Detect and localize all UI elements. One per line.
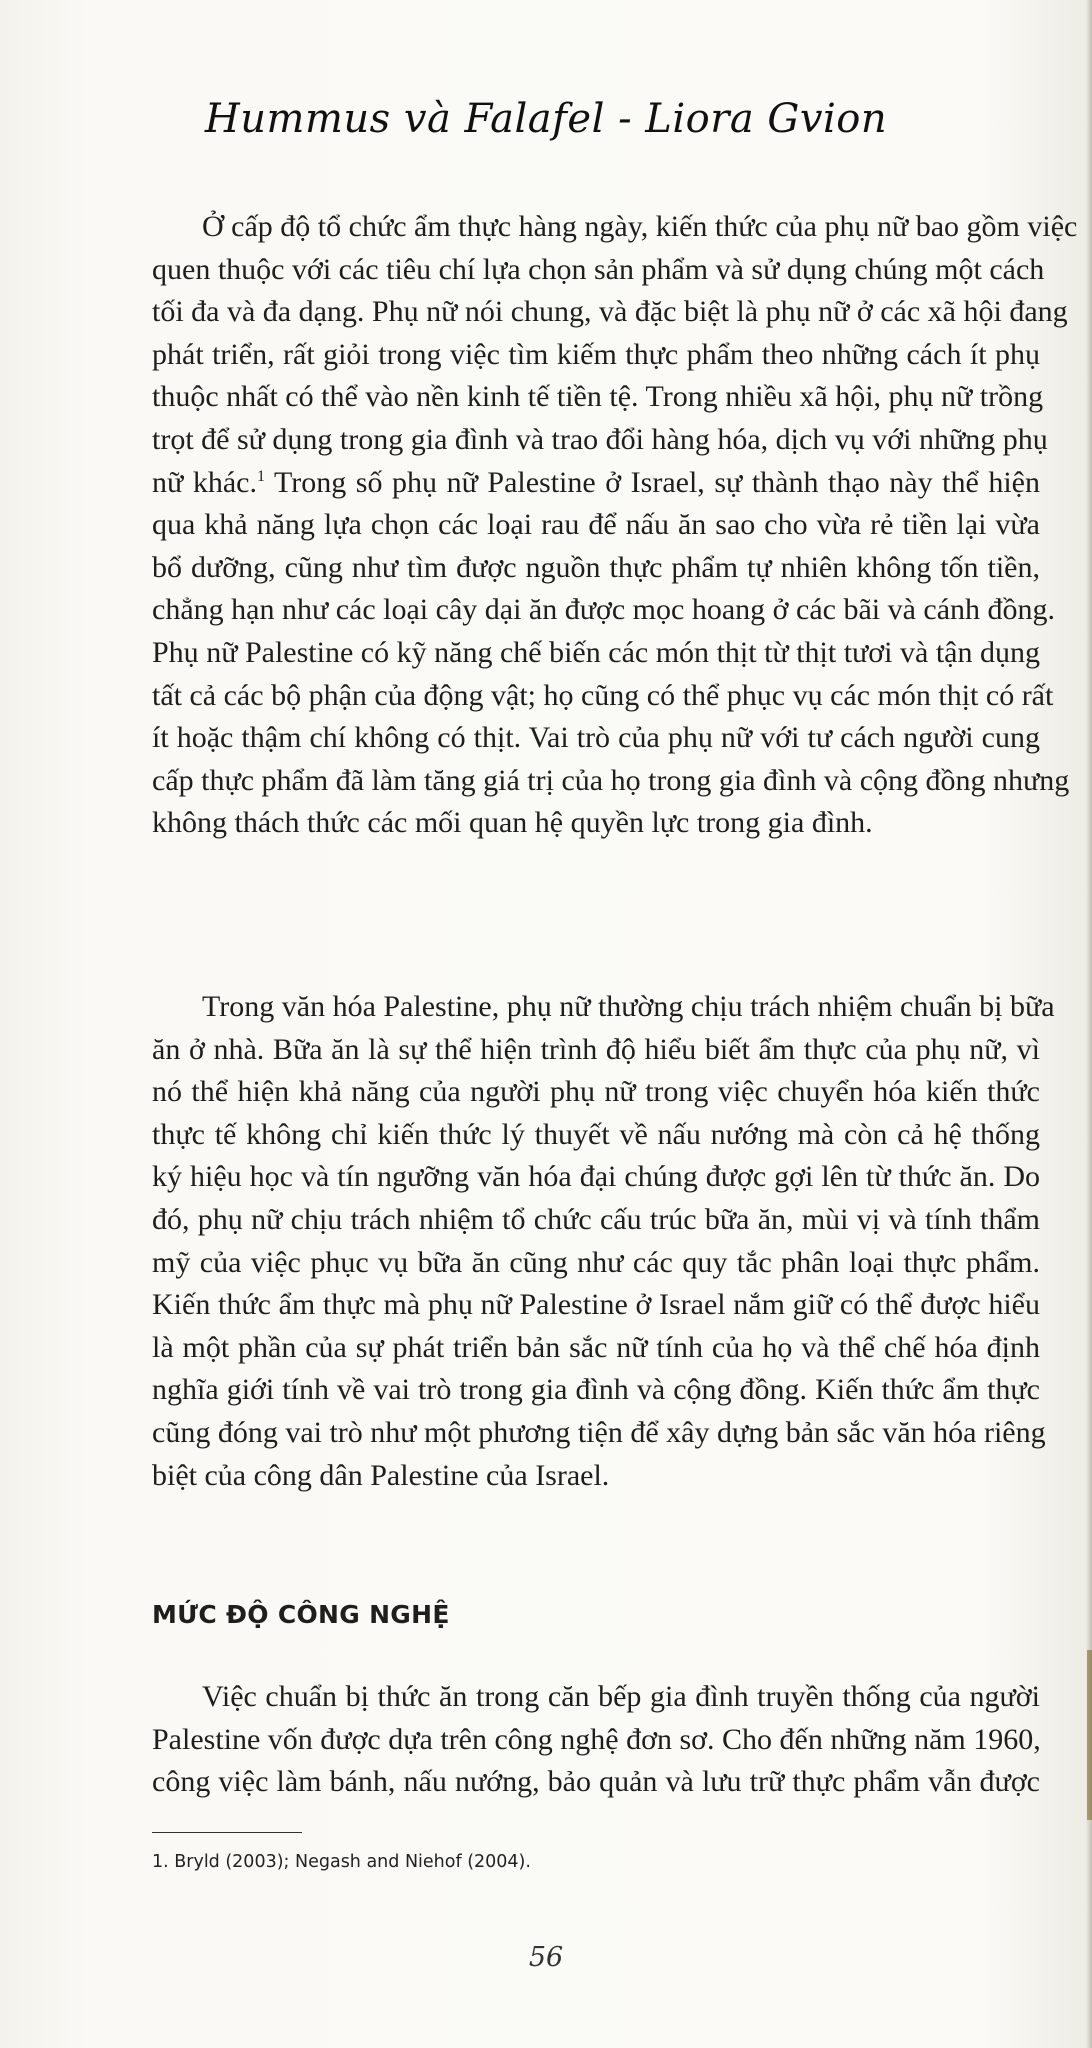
text-line: ăn ở nhà. Bữa ăn là sự thể hiện trình độ hiểu biết ẩm thực của phụ nữ, vì (152, 1032, 1040, 1066)
footnote-marker: 1 (256, 467, 265, 485)
text-line: phát triển, rất giỏi trong việc tìm kiếm thực phẩm theo những cách ít phụ (152, 337, 1040, 371)
text-line: trọt để sử dụng trong gia đình và trao đổi hàng hóa, dịch vụ với những phụ (152, 422, 1048, 456)
text-segment: nữ khác. (152, 465, 257, 499)
text-line: bổ dưỡng, cũng như tìm được nguồn thực phẩm tự nhiên không tốn tiền, (152, 550, 1040, 584)
text-line: Phụ nữ Palestine có kỹ năng chế biến các món thịt từ thịt tươi và tận dụng (152, 635, 1040, 669)
text-line: Palestine vốn được dựa trên công nghệ đơn sơ. Cho đến những năm 1960, (152, 1722, 1041, 1756)
section-heading: MỨC ĐỘ CÔNG NGHỆ (152, 1600, 450, 1629)
text-line: nó thể hiện khả năng của người phụ nữ trong việc chuyển hóa kiến thức (152, 1075, 1040, 1109)
page-number: 56 (528, 1942, 564, 1973)
text-segment: Trong số phụ nữ Palestine ở Israel, sự thành thạo này thể hiện (264, 465, 1040, 499)
text-line: biệt của công dân Palestine của Israel. (152, 1458, 610, 1492)
text-line: thuộc nhất có thể vào nền kinh tế tiền tệ. Trong nhiều xã hội, phụ nữ trồng (152, 380, 1044, 414)
text-line: thực tế không chỉ kiến thức lý thuyết về nấu nướng mà còn cả hệ thống (152, 1117, 1040, 1151)
text-line: Trong văn hóa Palestine, phụ nữ thường chịu trách nhiệm chuẩn bị bữa (202, 990, 1055, 1023)
footnote-divider (152, 1832, 302, 1833)
text-line: mỹ của việc phục vụ bữa ăn cũng như các quy tắc phân loại thực phẩm. (152, 1245, 1040, 1279)
text-line: Kiến thức ẩm thực mà phụ nữ Palestine ở Israel nắm giữ có thể được hiểu (152, 1288, 1040, 1322)
paragraph-1 (152, 206, 1078, 845)
paragraph-3 (152, 1676, 1040, 1804)
text-line: nghĩa giới tính về vai trò trong gia đình và cộng đồng. Kiến thức ẩm thực (152, 1373, 1040, 1407)
text-line: quen thuộc với các tiêu chí lựa chọn sản phẩm và sử dụng chúng một cách (152, 252, 1045, 286)
text-line: đó, phụ nữ chịu trách nhiệm tổ chức cấu trúc bữa ăn, mùi vị và tính thẩm (152, 1202, 1040, 1236)
text-line-with-footnote (152, 462, 1040, 505)
text-line: cấp thực phẩm đã làm tăng giá trị của họ trong gia đình và cộng đồng nhưng (152, 763, 1070, 797)
footnote: 1. Bryld (2003); Negash and Niehof (2004). (152, 1852, 531, 1872)
paragraph-2 (152, 986, 1055, 1497)
text-line: cũng đóng vai trò như một phương tiện để xây dựng bản sắc văn hóa riêng (152, 1415, 1046, 1449)
running-header: Hummus và Falafel - Liora Gvion (204, 96, 888, 142)
text-line: tối đa và đa dạng. Phụ nữ nói chung, và đặc biệt là phụ nữ ở các xã hội đang (152, 295, 1068, 329)
text-line: không thách thức các mối quan hệ quyền lực trong gia đình. (152, 806, 873, 840)
page-edge-mark (1087, 1650, 1092, 1820)
text-line: Việc chuẩn bị thức ăn trong căn bếp gia đình truyền thống của người (202, 1680, 1040, 1713)
text-line: công việc làm bánh, nấu nướng, bảo quản và lưu trữ thực phẩm vẫn được (152, 1765, 1040, 1799)
text-line: qua khả năng lựa chọn các loại rau để nấu ăn sao cho vừa rẻ tiền lại vừa (152, 508, 1040, 542)
text-line: ký hiệu học và tín ngưỡng văn hóa đại chúng được gợi lên từ thức ăn. Do (152, 1160, 1040, 1194)
text-line: Ở cấp độ tổ chức ẩm thực hàng ngày, kiến thức của phụ nữ bao gồm việc (202, 210, 1078, 243)
text-line: tất cả các bộ phận của động vật; họ cũng có thể phục vụ các món thịt có rất (152, 678, 1054, 712)
text-line: ít hoặc thậm chí không có thịt. Vai trò của phụ nữ với tư cách người cung (152, 721, 1040, 755)
text-line: là một phần của sự phát triển bản sắc nữ tính của họ và thể chế hóa định (152, 1330, 1040, 1364)
text-line: chẳng hạn như các loại cây dại ăn được mọc hoang ở các bãi và cánh đồng. (152, 593, 1056, 627)
